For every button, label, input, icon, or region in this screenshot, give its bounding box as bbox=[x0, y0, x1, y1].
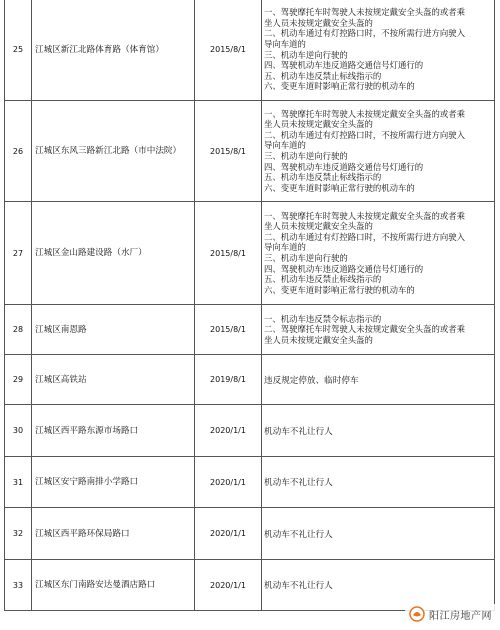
violation-line: 导向车道的 bbox=[264, 38, 306, 49]
violation-line: 五、机动车违反禁止标线指示的 bbox=[264, 172, 382, 183]
table-row bbox=[5, 202, 495, 305]
site-watermark bbox=[405, 604, 496, 624]
enforcement-locations-table bbox=[4, 0, 495, 611]
row-number: 25 bbox=[5, 0, 32, 101]
violation-line: 六、变更车道时影响正常行驶的机动车的 bbox=[264, 81, 415, 92]
row-number: 32 bbox=[5, 508, 32, 560]
start-date-cell: 2020/1/1 bbox=[195, 457, 262, 508]
violation-line: 一、驾驶摩托车时驾驶人未按规定戴安全头盔的或者乘 bbox=[264, 7, 465, 18]
table-row bbox=[5, 457, 495, 508]
location-cell: 江城区金山路建设路（水厂） bbox=[32, 202, 195, 305]
table-row bbox=[5, 560, 495, 611]
violation-line: 导向车道的 bbox=[264, 140, 306, 151]
table-row bbox=[5, 0, 495, 101]
table-row bbox=[5, 405, 495, 457]
start-date-cell: 2015/8/1 bbox=[195, 202, 262, 305]
row-number: 30 bbox=[5, 405, 32, 457]
row-number: 26 bbox=[5, 101, 32, 202]
table-row bbox=[5, 355, 495, 405]
location-cell: 江城区安宁路南排小学路口 bbox=[32, 457, 195, 508]
table-row bbox=[5, 305, 495, 355]
start-date-cell: 2015/8/1 bbox=[195, 0, 262, 101]
violation-line: 六、变更车道时影响正常行驶的机动车的 bbox=[264, 284, 415, 295]
violation-types-cell bbox=[262, 202, 495, 305]
violation-line: 三、机动车逆向行驶的 bbox=[264, 253, 348, 263]
location-cell: 江城区西平路东源市场路口 bbox=[32, 405, 195, 457]
row-number: 31 bbox=[5, 457, 32, 508]
violation-line: 三、机动车逆向行驶的 bbox=[264, 151, 348, 161]
row-number: 33 bbox=[5, 560, 32, 611]
violation-line: 导向车道的 bbox=[264, 242, 306, 253]
location-cell: 江城区西平路环保局路口 bbox=[32, 508, 195, 560]
violation-types-cell bbox=[262, 101, 495, 202]
violation-line: 二、机动车通过有灯控路口时，不按所需行进方向驶入 bbox=[264, 28, 465, 39]
watermark-text: 阳江房地产网 bbox=[429, 610, 492, 622]
violation-line: 五、机动车违反禁止标线指示的 bbox=[264, 274, 382, 285]
violation-types-cell bbox=[262, 0, 495, 101]
start-date-cell: 2015/8/1 bbox=[195, 305, 262, 355]
violation-line: 二、机动车通过有灯控路口时，不按所需行进方向驶入 bbox=[264, 231, 465, 242]
violation-line: 四、驾驶机动车违反道路交通信号灯通行的 bbox=[264, 161, 424, 172]
violation-types-cell: 机动车不礼让行人 bbox=[262, 508, 495, 560]
violation-line: 一、驾驶摩托车时驾驶人未按规定戴安全头盔的或者乘 bbox=[264, 210, 465, 221]
start-date-cell: 2015/8/1 bbox=[195, 101, 262, 202]
violation-line: 三、机动车逆向行驶的 bbox=[264, 49, 348, 60]
violation-line: 坐人员未按规定戴安全头盔的 bbox=[264, 119, 373, 130]
violation-line: 二、机动车通过有灯控路口时，不按所需行进方向驶入 bbox=[264, 129, 465, 140]
start-date-cell: 2019/8/1 bbox=[195, 355, 262, 405]
location-cell: 江城区东门南路安达曼酒店路口 bbox=[32, 560, 195, 611]
row-number: 29 bbox=[5, 355, 32, 405]
table-row bbox=[5, 101, 495, 202]
location-cell: 江城区新江北路体育路（体育馆） bbox=[32, 0, 195, 101]
violation-line: 四、驾驶机动车违反道路交通信号灯通行的 bbox=[264, 263, 424, 274]
violation-types-cell: 机动车不礼让行人 bbox=[262, 560, 495, 611]
start-date-cell: 2020/1/1 bbox=[195, 560, 262, 611]
violation-types-cell: 机动车不礼让行人 bbox=[262, 405, 495, 457]
row-number: 27 bbox=[5, 202, 32, 305]
violation-types-cell: 机动车不礼让行人 bbox=[262, 457, 495, 508]
violation-types-cell bbox=[262, 305, 495, 355]
location-cell: 江城区南恩路 bbox=[32, 305, 195, 355]
brand-logo-icon bbox=[409, 606, 425, 622]
location-cell: 江城区高铁站 bbox=[32, 355, 195, 405]
violation-line: 一、驾驶摩托车时驾驶人未按规定戴安全头盔的或者乘 bbox=[264, 108, 465, 119]
violation-line: 坐人员未按规定戴安全头盔的 bbox=[264, 221, 373, 232]
start-date-cell: 2020/1/1 bbox=[195, 508, 262, 560]
start-date-cell: 2020/1/1 bbox=[195, 405, 262, 457]
location-cell: 江城区东风三路新江北路（市中法院） bbox=[32, 101, 195, 202]
violation-line: 二、驾驶摩托车时驾驶人未按规定戴安全头盔的或者乘 bbox=[264, 324, 465, 335]
violation-line: 六、变更车道时影响正常行驶的机动车的 bbox=[264, 182, 415, 193]
violation-line: 一、机动车违反禁令标志指示的 bbox=[264, 313, 382, 324]
table-row bbox=[5, 508, 495, 560]
violation-line: 坐人员未按规定戴安全头盔的 bbox=[264, 17, 373, 28]
violation-line: 五、机动车违反禁止标线指示的 bbox=[264, 70, 382, 81]
row-number: 28 bbox=[5, 305, 32, 355]
violation-types-cell: 违反规定停放、临时停车 bbox=[262, 355, 495, 405]
violation-line: 坐人员未按规定戴安全头盔的 bbox=[264, 334, 373, 345]
violation-line: 四、驾驶机动车违反道路交通信号灯通行的 bbox=[264, 60, 424, 71]
